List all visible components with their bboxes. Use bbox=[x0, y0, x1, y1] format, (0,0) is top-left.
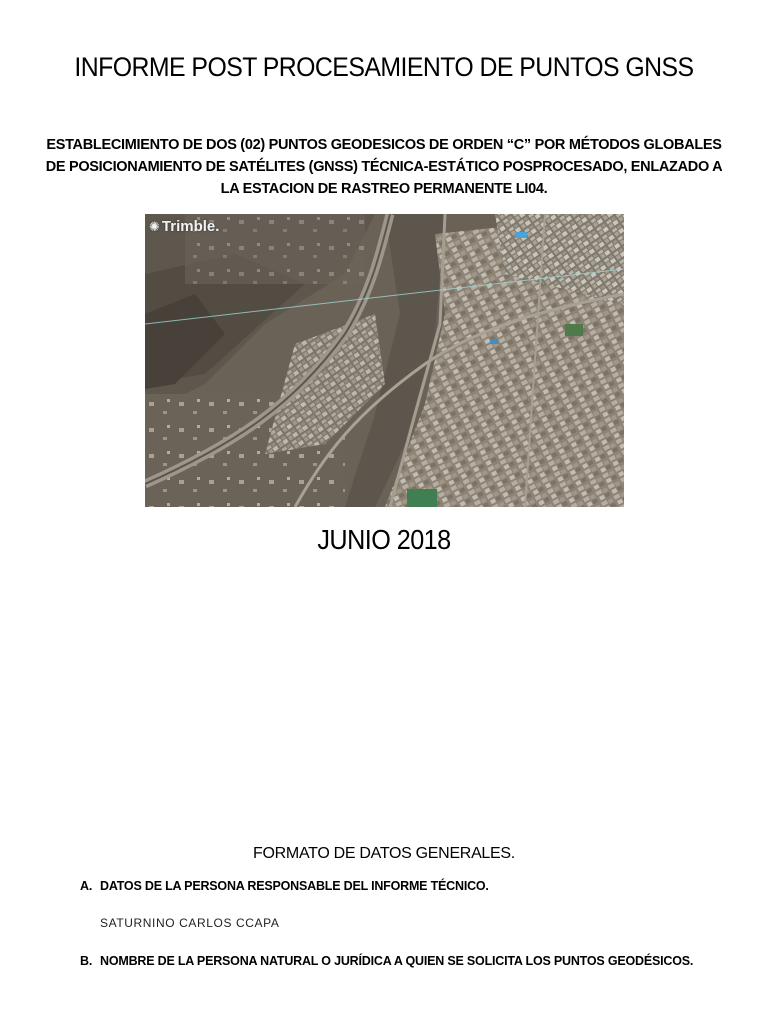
responsible-person-name: SATURNINO CARLOS CCAPA bbox=[100, 916, 280, 930]
report-subtitle: ESTABLECIMIENTO DE DOS (02) PUNTOS GEODESICOS DE ORDEN “C” POR MÉTODOS GLOBALES DE POSICIONAMIENTO DE SATÉLITES (GNSS) TÉCNICA-ESTÁTICO POSPROCESADO, ENLAZADO A LA ESTACION DE RASTREO PERMANENTE LI04. bbox=[45, 137, 723, 197]
trimble-logo-icon: ✺ bbox=[149, 218, 160, 234]
list-marker-a: A. bbox=[80, 879, 93, 893]
section-heading: FORMATO DE DATOS GENERALES. bbox=[253, 845, 515, 862]
trimble-watermark bbox=[149, 218, 219, 235]
list-item-b bbox=[80, 954, 693, 968]
trimble-watermark-text: Trimble. bbox=[161, 218, 220, 235]
list-item-b-text: NOMBRE DE LA PERSONA NATURAL O JURÍDICA A QUIEN SE SOLICITA LOS PUNTOS GEODÉSICOS. bbox=[100, 954, 694, 968]
list-item-a bbox=[80, 879, 489, 893]
report-date: JUNIO 2018 bbox=[317, 524, 451, 555]
report-title: INFORME POST PROCESAMIENTO DE PUNTOS GNSS bbox=[74, 52, 694, 82]
satellite-image bbox=[145, 214, 624, 507]
satellite-terrain-graphic bbox=[145, 214, 624, 507]
list-item-a-text: DATOS DE LA PERSONA RESPONSABLE DEL INFORME TÉCNICO. bbox=[100, 879, 489, 893]
list-marker-b: B. bbox=[80, 954, 93, 968]
